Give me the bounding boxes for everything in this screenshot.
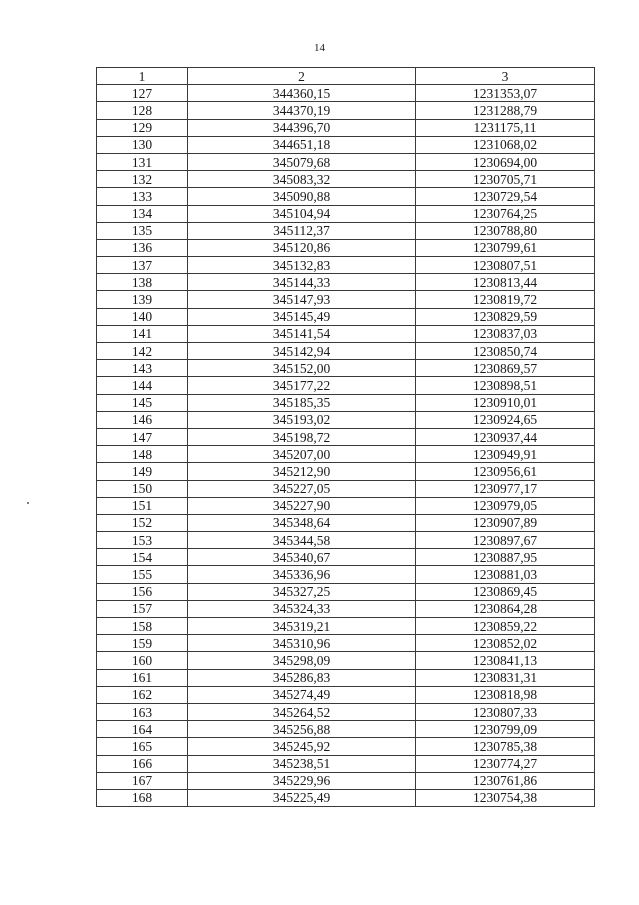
x-coordinate-cell: 345212,90 (188, 463, 416, 480)
point-number-cell: 159 (97, 635, 188, 652)
x-coordinate-cell: 345142,94 (188, 343, 416, 360)
x-coordinate-cell: 345090,88 (188, 188, 416, 205)
table-row (97, 703, 595, 720)
x-coordinate-cell: 345207,00 (188, 446, 416, 463)
table-row (97, 153, 595, 170)
table-row (97, 618, 595, 635)
x-coordinate-cell: 345227,05 (188, 480, 416, 497)
y-coordinate-cell: 1230799,61 (416, 239, 595, 256)
x-coordinate-cell: 344370,19 (188, 102, 416, 119)
y-coordinate-cell: 1230956,61 (416, 463, 595, 480)
x-coordinate-cell: 345198,72 (188, 428, 416, 445)
table-row (97, 789, 595, 806)
x-coordinate-cell: 345238,51 (188, 755, 416, 772)
x-coordinate-cell: 345340,67 (188, 549, 416, 566)
y-coordinate-cell: 1230729,54 (416, 188, 595, 205)
point-number-cell: 168 (97, 789, 188, 806)
x-coordinate-cell: 345147,93 (188, 291, 416, 308)
point-number-cell: 146 (97, 411, 188, 428)
point-number-cell: 148 (97, 446, 188, 463)
table-row (97, 635, 595, 652)
y-coordinate-cell: 1230818,98 (416, 686, 595, 703)
y-coordinate-cell: 1230807,33 (416, 703, 595, 720)
point-number-cell: 134 (97, 205, 188, 222)
column-header-1: 1 (97, 68, 188, 85)
table-row (97, 686, 595, 703)
y-coordinate-cell: 1230979,05 (416, 497, 595, 514)
table-body (97, 85, 595, 807)
point-number-cell: 157 (97, 600, 188, 617)
table-row (97, 514, 595, 531)
point-number-cell: 164 (97, 721, 188, 738)
point-number-cell: 141 (97, 325, 188, 342)
point-number-cell: 128 (97, 102, 188, 119)
y-coordinate-cell: 1230694,00 (416, 153, 595, 170)
y-coordinate-cell: 1230937,44 (416, 428, 595, 445)
x-coordinate-cell: 345344,58 (188, 532, 416, 549)
table-row (97, 136, 595, 153)
y-coordinate-cell: 1230924,65 (416, 411, 595, 428)
point-number-cell: 145 (97, 394, 188, 411)
point-number-cell: 160 (97, 652, 188, 669)
x-coordinate-cell: 345104,94 (188, 205, 416, 222)
point-number-cell: 152 (97, 514, 188, 531)
table-row (97, 325, 595, 342)
x-coordinate-cell: 345120,86 (188, 239, 416, 256)
y-coordinate-cell: 1230831,31 (416, 669, 595, 686)
x-coordinate-cell: 345227,90 (188, 497, 416, 514)
y-coordinate-cell: 1230829,59 (416, 308, 595, 325)
table-row (97, 308, 595, 325)
point-number-cell: 163 (97, 703, 188, 720)
table-row (97, 411, 595, 428)
x-coordinate-cell: 345327,25 (188, 583, 416, 600)
point-number-cell: 162 (97, 686, 188, 703)
y-coordinate-cell: 1230819,72 (416, 291, 595, 308)
x-coordinate-cell: 345256,88 (188, 721, 416, 738)
column-header-3: 3 (416, 68, 595, 85)
table-row (97, 171, 595, 188)
x-coordinate-cell: 345225,49 (188, 789, 416, 806)
point-number-cell: 161 (97, 669, 188, 686)
point-number-cell: 167 (97, 772, 188, 789)
x-coordinate-cell: 345144,33 (188, 274, 416, 291)
header-row (97, 68, 595, 85)
x-coordinate-cell: 345193,02 (188, 411, 416, 428)
point-number-cell: 156 (97, 583, 188, 600)
x-coordinate-cell: 345245,92 (188, 738, 416, 755)
x-coordinate-cell: 345132,83 (188, 257, 416, 274)
table-row (97, 119, 595, 136)
table-row (97, 532, 595, 549)
point-number-cell: 139 (97, 291, 188, 308)
y-coordinate-cell: 1230761,86 (416, 772, 595, 789)
point-number-cell: 153 (97, 532, 188, 549)
x-coordinate-cell: 345152,00 (188, 360, 416, 377)
point-number-cell: 143 (97, 360, 188, 377)
y-coordinate-cell: 1230881,03 (416, 566, 595, 583)
table-row (97, 446, 595, 463)
point-number-cell: 133 (97, 188, 188, 205)
point-number-cell: 165 (97, 738, 188, 755)
x-coordinate-cell: 345310,96 (188, 635, 416, 652)
page-number: 14 (314, 42, 325, 54)
y-coordinate-cell: 1230774,27 (416, 755, 595, 772)
x-coordinate-cell: 345348,64 (188, 514, 416, 531)
point-number-cell: 137 (97, 257, 188, 274)
table-row (97, 772, 595, 789)
table-row (97, 394, 595, 411)
y-coordinate-cell: 1230859,22 (416, 618, 595, 635)
point-number-cell: 142 (97, 343, 188, 360)
y-coordinate-cell: 1230807,51 (416, 257, 595, 274)
table-row (97, 85, 595, 102)
table-row (97, 291, 595, 308)
x-coordinate-cell: 345185,35 (188, 394, 416, 411)
y-coordinate-cell: 1230788,80 (416, 222, 595, 239)
y-coordinate-cell: 1230705,71 (416, 171, 595, 188)
x-coordinate-cell: 345229,96 (188, 772, 416, 789)
point-number-cell: 135 (97, 222, 188, 239)
y-coordinate-cell: 1230949,91 (416, 446, 595, 463)
table-row (97, 549, 595, 566)
point-number-cell: 155 (97, 566, 188, 583)
y-coordinate-cell: 1230907,89 (416, 514, 595, 531)
point-number-cell: 131 (97, 153, 188, 170)
y-coordinate-cell: 1230785,38 (416, 738, 595, 755)
x-coordinate-cell: 345112,37 (188, 222, 416, 239)
table-row (97, 188, 595, 205)
y-coordinate-cell: 1230754,38 (416, 789, 595, 806)
table-row (97, 738, 595, 755)
table-row (97, 360, 595, 377)
y-coordinate-cell: 1230864,28 (416, 600, 595, 617)
x-coordinate-cell: 345264,52 (188, 703, 416, 720)
y-coordinate-cell: 1230850,74 (416, 343, 595, 360)
x-coordinate-cell: 344360,15 (188, 85, 416, 102)
point-number-cell: 132 (97, 171, 188, 188)
point-number-cell: 151 (97, 497, 188, 514)
point-number-cell: 129 (97, 119, 188, 136)
table-row (97, 205, 595, 222)
point-number-cell: 130 (97, 136, 188, 153)
y-coordinate-cell: 1230897,67 (416, 532, 595, 549)
point-number-cell: 149 (97, 463, 188, 480)
x-coordinate-cell: 345274,49 (188, 686, 416, 703)
y-coordinate-cell: 1230898,51 (416, 377, 595, 394)
table-row (97, 480, 595, 497)
table-row (97, 239, 595, 256)
y-coordinate-cell: 1230869,57 (416, 360, 595, 377)
point-number-cell: 144 (97, 377, 188, 394)
point-number-cell: 166 (97, 755, 188, 772)
table-row (97, 755, 595, 772)
y-coordinate-cell: 1230841,13 (416, 652, 595, 669)
point-number-cell: 154 (97, 549, 188, 566)
y-coordinate-cell: 1230887,95 (416, 549, 595, 566)
point-number-cell: 136 (97, 239, 188, 256)
y-coordinate-cell: 1230977,17 (416, 480, 595, 497)
y-coordinate-cell: 1231068,02 (416, 136, 595, 153)
x-coordinate-cell: 345079,68 (188, 153, 416, 170)
x-coordinate-cell: 345286,83 (188, 669, 416, 686)
table-row (97, 343, 595, 360)
table-row (97, 669, 595, 686)
y-coordinate-cell: 1230799,09 (416, 721, 595, 738)
point-number-cell: 140 (97, 308, 188, 325)
x-coordinate-cell: 345319,21 (188, 618, 416, 635)
x-coordinate-cell: 344396,70 (188, 119, 416, 136)
y-coordinate-cell: 1230764,25 (416, 205, 595, 222)
point-number-cell: 138 (97, 274, 188, 291)
table-row (97, 463, 595, 480)
point-number-cell: 147 (97, 428, 188, 445)
margin-mark (27, 502, 29, 504)
table-row (97, 257, 595, 274)
table-row (97, 274, 595, 291)
x-coordinate-cell: 344651,18 (188, 136, 416, 153)
y-coordinate-cell: 1230869,45 (416, 583, 595, 600)
x-coordinate-cell: 345145,49 (188, 308, 416, 325)
y-coordinate-cell: 1230813,44 (416, 274, 595, 291)
table-row (97, 721, 595, 738)
table-row (97, 583, 595, 600)
point-number-cell: 127 (97, 85, 188, 102)
table-row (97, 428, 595, 445)
x-coordinate-cell: 345177,22 (188, 377, 416, 394)
table-row (97, 377, 595, 394)
point-number-cell: 158 (97, 618, 188, 635)
table-header (97, 68, 595, 85)
y-coordinate-cell: 1231353,07 (416, 85, 595, 102)
point-number-cell: 150 (97, 480, 188, 497)
x-coordinate-cell: 345083,32 (188, 171, 416, 188)
column-header-2: 2 (188, 68, 416, 85)
table-row (97, 566, 595, 583)
x-coordinate-cell: 345336,96 (188, 566, 416, 583)
y-coordinate-cell: 1230852,02 (416, 635, 595, 652)
x-coordinate-cell: 345141,54 (188, 325, 416, 342)
y-coordinate-cell: 1230910,01 (416, 394, 595, 411)
x-coordinate-cell: 345324,33 (188, 600, 416, 617)
table-row (97, 600, 595, 617)
x-coordinate-cell: 345298,09 (188, 652, 416, 669)
coordinates-table (96, 67, 595, 807)
y-coordinate-cell: 1231175,11 (416, 119, 595, 136)
table-row (97, 102, 595, 119)
y-coordinate-cell: 1230837,03 (416, 325, 595, 342)
table-row (97, 497, 595, 514)
y-coordinate-cell: 1231288,79 (416, 102, 595, 119)
table-row (97, 222, 595, 239)
table-row (97, 652, 595, 669)
